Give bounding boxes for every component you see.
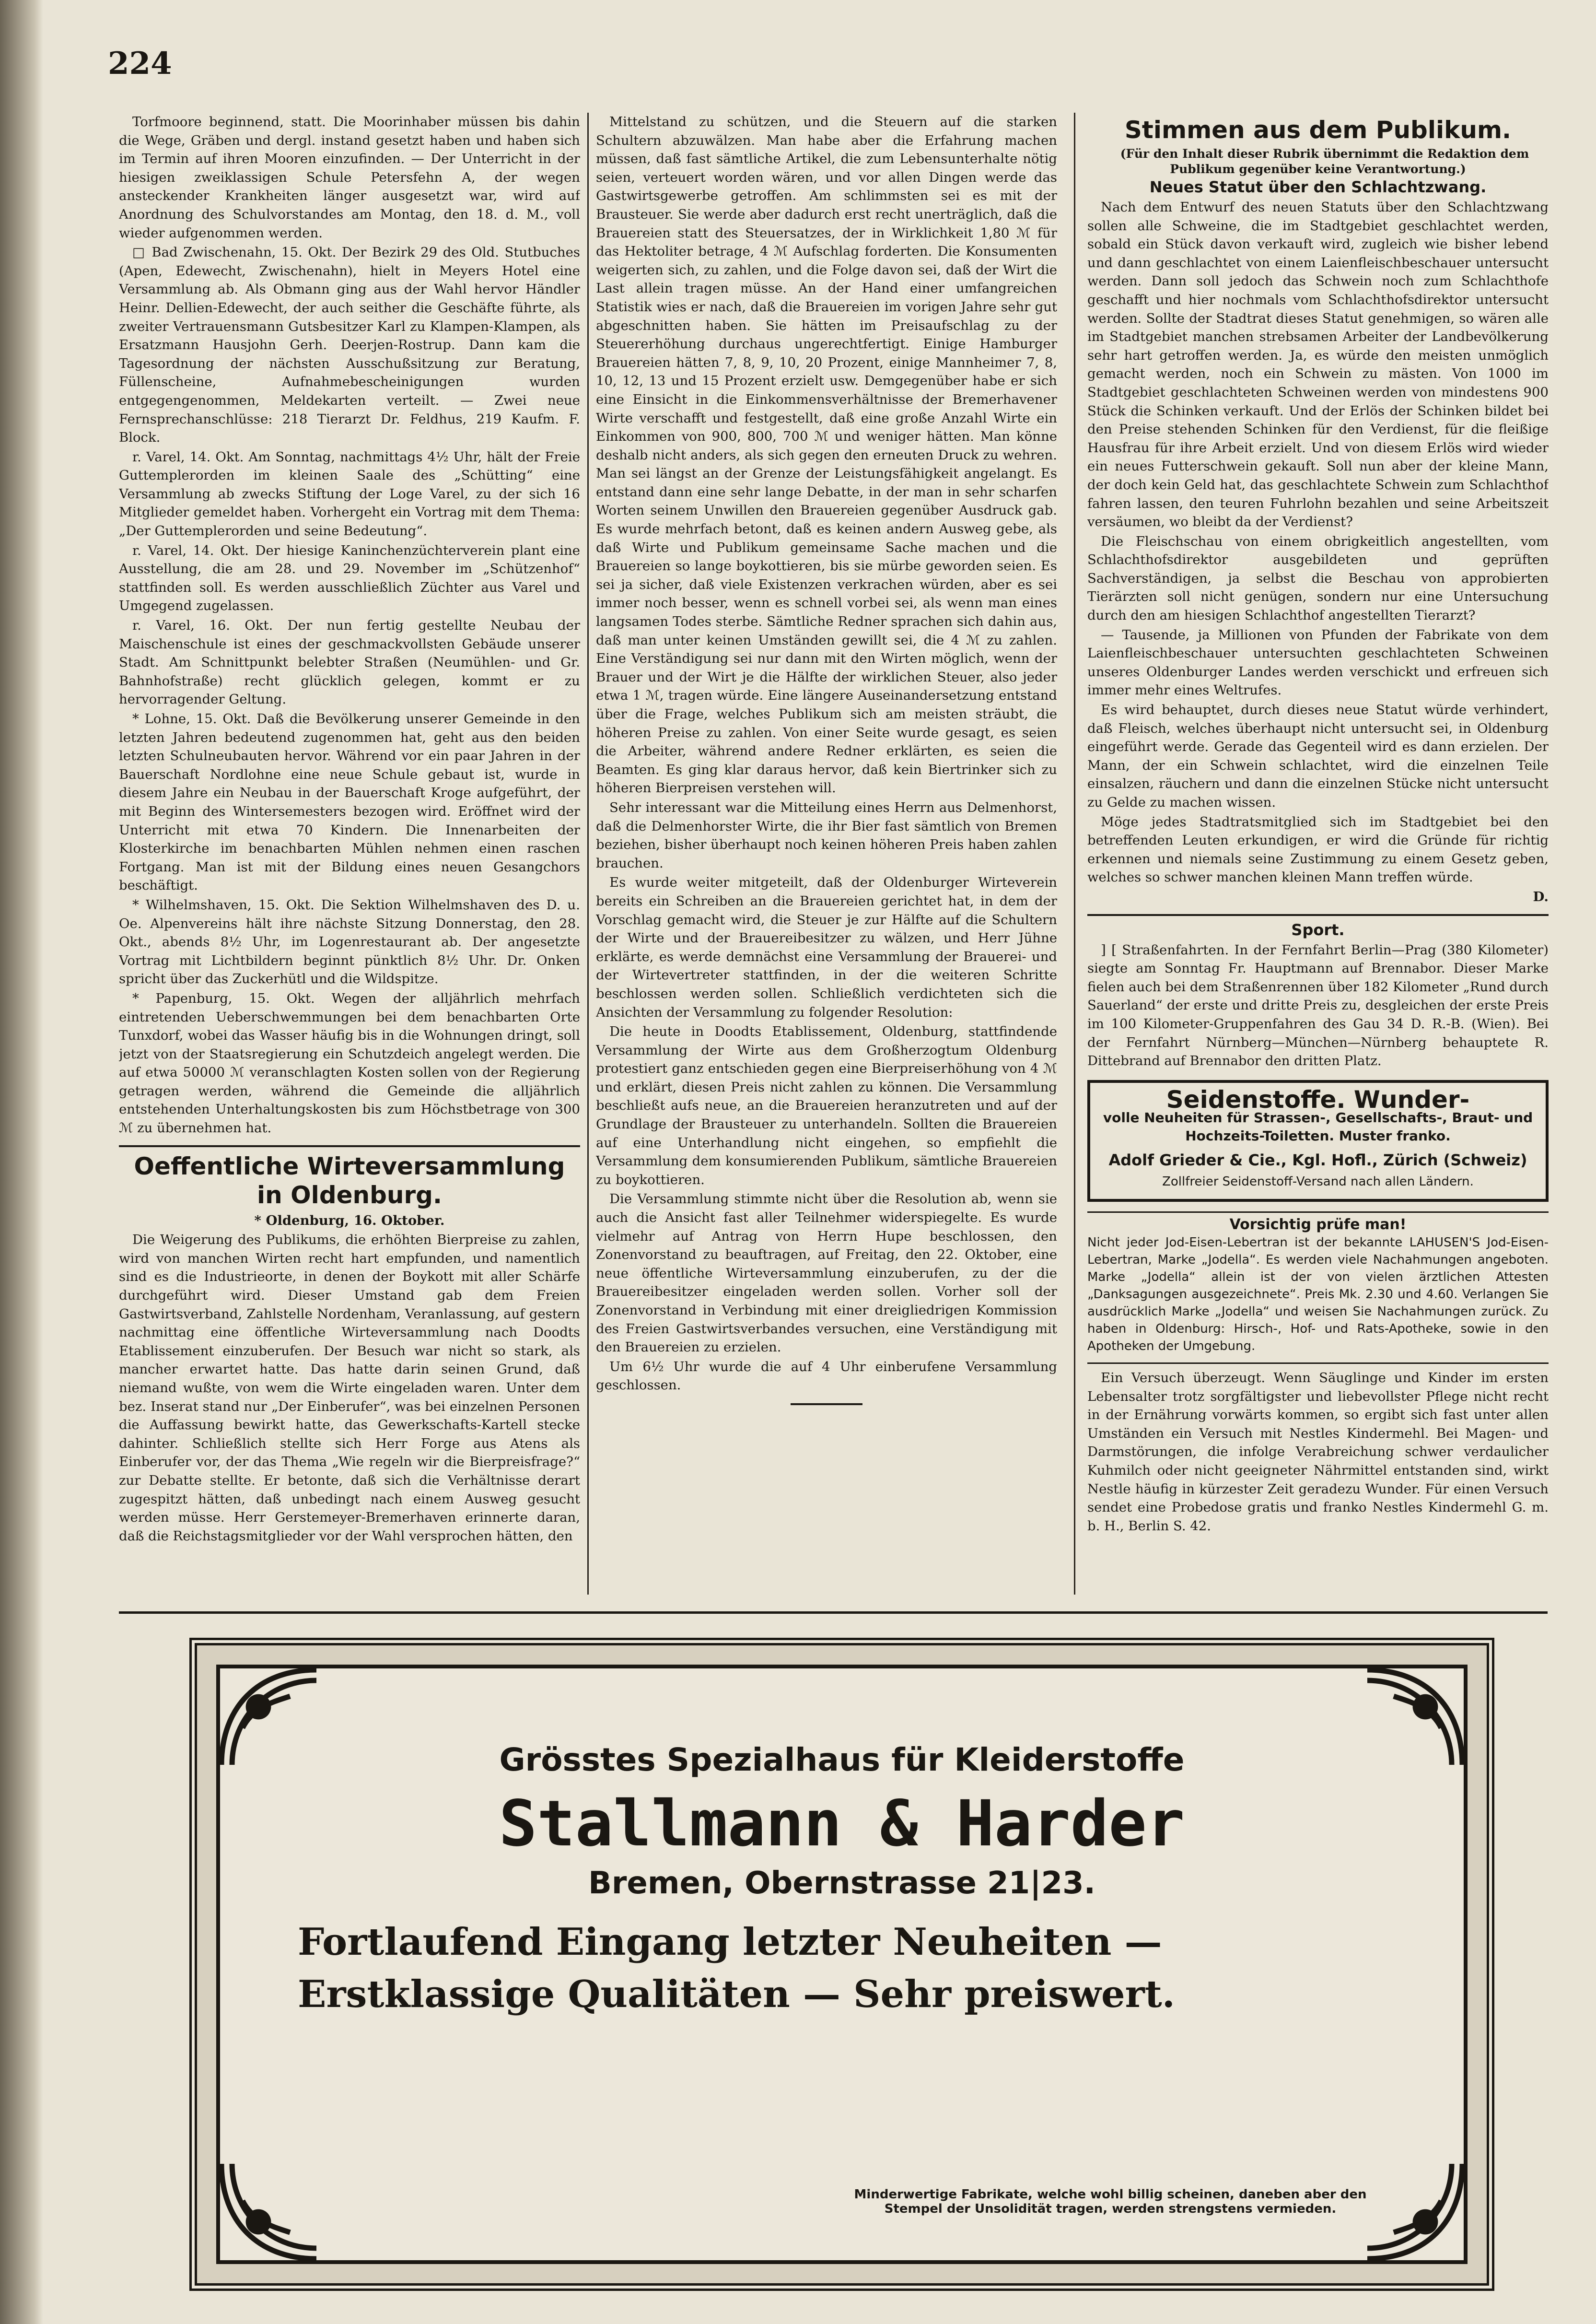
paragraph: Sehr interessant war die Mitteilung eines Herrn aus Delmenhorst, daß die Delmenhorster Wirte, die ihr Bier fast sämtlich von Bremen beziehen, bisher überhaupt noch keinen höheren Preis haben zahlen brauchen. [596,799,1057,871]
ad-company-name: Stallmann & Harder [499,1787,1185,1861]
ad-company: Adolf Grieder & Cie., Kgl. Hofl., Zürich (Schweiz) [1108,1151,1527,1170]
paragraph: * Wilhelmshaven, 15. Okt. Die Sektion Wilhelmshaven des D. u. Oe. Alpenvereins hält ihre nächste Sitzung Donnerstag, den 28. Okt., abends 8½ Uhr, im Logenrestaurant ab. Der angesetzte Vortrag mit Lichtbildern beginnt pünktlich 8½ Uhr. Dr. Onken spricht über das Zuckerhütl und die Wildspitze. [119,897,580,987]
paragraph: Die Weigerung des Publikums, die erhöhten Bierpreise zu zahlen, wird von manchen Wirten recht hart empfunden, und namentlich sind es die Industrieorte, in denen der Boykott mit aller Schärfe durchgeführt wird. Dieser Umstand gab dem Freien Gastwirtsverband, Zahlstelle Nordenham, Veranlassung, auf gestern nachmittag eine öffentliche Wirteversammlung nach Doodts Etablissement einzuberufen. Der Besuch war nicht so stark, als mancher erwartet hatte. Das hatte darin seinen Grund, daß niemand wußte, von wem die Wirte eingeladen waren. Unter dem bez. Inserat stand nur „Der Einberufer“, was bei einzelnen Personen die Auffassung bewirkt hatte, das Gewerkschafts-Kartell stecke dahinter. Schließlich stellte sich Herr Forge aus Atens als Einberufer vor, der das Thema „Wie regeln wir die Bierpreisfrage?“ zur Debatte stellte. Er betonte, daß sich die Verhältnisse derart zugespitzt hätten, daß unbedingt nach einem Ausweg gesucht werden müsse. Herr Gerstemeyer-Bremerhaven erinnerte daran, daß die Reichstagsmitglieder vor der Wahl versprochen hätten, den [119,1232,580,1544]
ad-slogan: Fortlaufend Eingang letzter Neuheiten — [298,1920,1162,1964]
sub-heading: Neues Statut über den Schlachtzwang. [1149,178,1487,196]
section-heading: Stimmen aus dem Publikum. [1124,116,1512,144]
paragraph: * Lohne, 15. Okt. Daß die Bevölkerung unserer Gemeinde in den letzten Jahren bedeutend zugenommen hat, geht aus den beiden letzten Schulneubauten hervor. Während vor ein paar Jahren in der Bauerschaft Nordlohne eine neue Schule gebaut ist, wurde in diesem Jahre ein Neubau in der Bauerschaft Kroge aufgeführt, der mit Beginn des Wintersemesters bezogen wird. Eröffnet wird der Unterricht mit etwa 70 Kindern. Die Innenarbeiten der Klosterkirche im benachbarten Mühlen nehmen einen raschen Fortgang. Man ist mit der Bildung eines neuen Gesangchors beschäftigt. [119,711,580,893]
disclaimer: (Für den Inhalt dieser Rubrik übernimmt die Redaktion dem Publikum gegenüber keine Verantwortung.) [1120,147,1529,176]
paragraph: — Tausende, ja Millionen von Pfunden der Fabrikate von dem Laienfleischbeschauer untersuchten geschlachteten Schweinen unseres Oldenburger Landes werden verschickt und erfreuen sich immer mehr eines Weltrufes. [1087,627,1549,698]
column-1 [119,113,580,1590]
paragraph: r. Varel, 16. Okt. Der nun fertig gestellte Neubau der Maischenschule ist eines der geschmackvollsten Gebäude unserer Stadt. Am Schnittpunkt belebter Straßen (Neumühlen- und Gr. Bahnhofstraße) recht glücklich gelegen, kommt er zu hervorragender Geltung. [119,618,580,707]
sport-heading: Sport. [1291,920,1345,939]
paragraph: ] [ Straßenfahrten. In der Fernfahrt Berlin—Prag (380 Kilometer) siegte am Sonntag Fr. Hauptmann auf Brennabor. Dieser Marke fielen auch bei dem Straßenrennen über 182 Kilometer „Rund durch Sauerland“ der erste und dritte Preis zu, desgleichen der erste Preis im 100 Kilometer-Gruppenfahren des Gau 34 D. R.-B. (Wien). Bei der Fernfahrt Nürnberg—München—Nürnberg behauptete R. Dittebrand auf Brennabor den dritten Platz. [1087,942,1549,1069]
section-divider [1087,914,1549,916]
ad-text: Nicht jeder Jod-Eisen-Lebertran ist der bekannte LAHUSEN'S Jod-Eisen-Lebertran, Marke „Jodella“. Es werden viele Nachahmungen angeboten. Marke „Jodella“ allein ist der von vielen ärztlichen Attesten „Danksagungen ausgezeichnete“. Preis Mk. 2.30 und 4.60. Verlangen Sie ausdrücklich Marke „Jodella“ und weisen Sie Nachahmungen zurück. Zu haben in Oldenburg: Hirsch-, Hof- und Rats-Apotheke, sowie in den Apotheken der Umgebung. [1087,1235,1549,1354]
paragraph: Möge jedes Stadtratsmitglied sich im Stadtgebiet bei den betreffenden Leuten erkundigen, er wird die Gründe für richtig erkennen und niemals seine Zustimmung zu einem Gesetz geben, welches so schwer manchen kleinen Mann treffen würde. [1087,814,1549,885]
paragraph: □ Bad Zwischenahn, 15. Okt. Der Bezirk 29 des Old. Stutbuches (Apen, Edewecht, Zwischenahn), hielt in Meyers Hotel eine Versammlung ab. Als Obmann ging aus der Wahl hervor Händler Heinr. Dellien-Edewecht, der auch seither die Geschäfte führte, als zweiter Vertrauensmann Gutsbesitzer Karl zu Klampen-Klampen, als Ersatzmann Hausjohn Gerh. Deerjen-Rostrup. Dann kam die Tagesordnung der nächsten Ausschußsitzung zur Beratung, Füllenscheine, Aufnahmebescheinigungen wurden entgegengenommen, Meldekarten verteilt. — Zwei neue Fernsprechanschlüsse: 218 Tierarzt Dr. Feldhus, 219 Kaufm. F. Block. [119,245,580,446]
paragraph: Es wurde weiter mitgeteilt, daß der Oldenburger Wirteverein bereits ein Schreiben an die Brauereien gerichtet hat, in dem der Vorschlag gemacht wird, die Steuer je zur Hälfte auf die Schultern der Wirte und der Brauereibesitzer zu wälzen, und Herr Jühne erklärte, es werde demnächst eine Versammlung der Brauerei- und der Wirtevertreter stattfinden, in der die weiteren Schritte beschlossen werden sollen. Schließlich verdichteten sich die Ansichten der Versammlung zu folgender Resolution: [596,875,1057,1020]
paragraph: Die Fleischschau von einem obrigkeitlich angestellten, vom Schlachthofsdirektor ausgebildeten und geprüften Sachverständigen, ja selbst die Beschau von approbierten Tierärzten soll nicht genügen, sondern nur eine Untersuchung durch den am hiesigen Schlachthof angestellten Tierarzt? [1087,533,1549,623]
nestle-advertisement: Ein Versuch überzeugt. Wenn Säuglinge und Kinder im ersten Lebensalter trotz sorgfältigster und liebevollster Pflege nicht recht in der Ernährung vorwärts kommen, so ergibt sich fast unter allen Umständen ein Versuch mit Nestles Kindermehl. Bei Magen- und Darmstörungen, die infolge Verabreichung schwer verdaulicher Kuhmilch oder nicht geeigneter Nährmittel entstanden sind, wirkt Nestle häufig in kürzester Zeit geradezu Wunder. Für einen Versuch sendet eine Probedose gratis und franko Nestles Kindermehl G. m. b. H., Berlin S. 42. [1087,1370,1549,1534]
paragraph: Die Versammlung stimmte nicht über die Resolution ab, wenn sie auch die Ansicht fast aller Teilnehmer widerspiegelte. Es wurde vielmehr auf Antrag von Herrn Hupe beschlossen, den Zonenvorstand zu beauftragen, auf Freitag, den 22. Oktober, eine neue öffentliche Wirteversammlung einzuberufen, zu der die Brauereibesitzer eingeladen werden sollen. Vorher soll der Zonenvorstand in Verbindung mit einer dreigliedrigen Kommission des Freien Gastwirtsverbandes versuchen, eine Verständigung mit den Brauereien zu erzielen. [596,1191,1057,1355]
paragraph: * Papenburg, 15. Okt. Wegen der alljährlich mehrfach eintretenden Ueberschwemmungen bei dem benachbarten Orte Tunxdorf, wobei das Wasser häufig bis in die Wohnungen dringt, soll jetzt von der Staatsregierung ein Schutzdeich angelegt werden. Die auf etwa 50000 ℳ veranschlagten Kosten sollen von der Regierung getragen werden, während die Gemeinde die alljährlich entstehenden Unterhaltungskosten bis zum Höchstbetrage von 300 ℳ zu übernehmen hat. [119,990,580,1136]
ad-content [269,1741,1415,2016]
paragraph: r. Varel, 14. Okt. Am Sonntag, nachmittags 4½ Uhr, hält der Freie Guttemplerorden im kleinen Saale des „Schütting“ eine Versammlung ab zwecks Stiftung der Loge Varel, zu der sich 16 Mitglieder gemeldet haben. Vorhergeht ein Vortrag mit dem Thema: „Der Guttemplerorden und seine Bedeutung“. [119,449,580,539]
column-3 [1087,113,1549,1599]
signature: D. [1533,889,1549,904]
ad-text: volle Neuheiten für Strassen-, Gesellschafts-, Braut- und Hochzeits-Toiletten. Muster franko. [1103,1110,1533,1144]
paragraph: Die heute in Doodts Etablissement, Oldenburg, stattfindende Versammlung der Wirte aus dem Großherzogtum Oldenburg protestiert ganz entschieden gegen eine Bierpreiserhöhung von 4 ℳ und erklärt, diesen Preis nicht zahlen zu können. Die Versammlung beschließt aufs neue, an die Brauereien heranzutreten und auf der Grundlage der Brausteuer zu unterhandeln. Sollten die Brauereien auf eine Unterhandlung nicht eingehen, so empfiehlt die Versammlung dem konsumierenden Publikum, sämtliche Brauereien zu boykottieren. [596,1024,1057,1187]
column-2 [596,113,1057,1590]
ad-title: Seidenstoffe. Wunder- [1166,1085,1470,1114]
ad-tagline: Grösstes Spezialhaus für Kleiderstoffe [499,1741,1185,1778]
paragraph: Um 6½ Uhr wurde die auf 4 Uhr einberufene Versammlung geschlossen. [596,1359,1057,1393]
ad-address: Bremen, Obernstrasse 21|23. [588,1866,1095,1901]
paragraph: Es wird behauptet, durch dieses neue Statut würde verhindert, daß Fleisch, welches überhaupt nicht untersucht sei, in Oldenburg eingeführt werde. Gerade das Gegenteil wird es dann erzielen. Der Mann, der ein Schwein schlachtet, wird die einzelnen Teile einsalzen, räuchern und dann die einzelnen Stücke nicht untersucht zu Gelde zu machen wissen. [1087,702,1549,810]
dateline: * Oldenburg, 16. Oktober. [254,1212,445,1228]
ornament-icon [216,2159,322,2264]
section-divider [119,1145,580,1147]
bottom-rule [119,1611,1548,1614]
page-number: 224 [108,46,172,82]
paragraph: r. Varel, 14. Okt. Der hiesige Kaninchenzüchterverein plant eine Ausstellung, die am 28. und 29. November im „Schützenhof“ stattfinden soll. Es werden ausschließlich Züchter aus Varel und Umgegend zugelassen. [119,542,580,614]
ad-footer: Zollfreier Seidenstoff-Versand nach allen Ländern. [1162,1174,1474,1189]
end-mark [791,1403,862,1405]
book-binding-edge [0,0,43,2324]
lahusen-advertisement [1087,1211,1549,1355]
stallmann-harder-advertisement [189,1638,1494,2291]
section-divider [1087,1362,1549,1364]
ad-disclaimer: Minderwertige Fabrikate, welche wohl billig scheinen, daneben aber den Stempel der Unsolidität tragen, werden strengstens vermieden. [854,2187,1367,2216]
ad-title: Vorsichtig prüfe man! [1229,1216,1407,1233]
paragraph: Torfmoore beginnend, statt. Die Moorinhaber müssen bis dahin die Wege, Gräben und dergl. instand gesetzt haben und haben sich im Termin auf ihren Mooren einzufinden. — Der Unterricht in der hiesigen zweiklassigen Schule Petersfehn A, der wegen ansteckender Krankheiten länger ausgesetzt war, wird auf Anordnung des Schulvorstandes am Montag, den 18. d. M., voll wieder aufgenommen werden. [119,114,580,241]
silk-advertisement [1087,1080,1549,1202]
paragraph: Nach dem Entwurf des neuen Statuts über den Schlachtzwang sollen alle Schweine, die im Stadtgebiet geschlachtet werden, sobald ein Stück davon verkauft wird, zugleich wie bisher lebend und dann geschlachtet von einem Laienfleischbeschauer untersucht werden. Dann soll jedoch das Schwein noch zum Schlachthofe geschafft und hier nochmals vom Schlachthofsdirektor untersucht werden. Sollte der Stadtrat dieses Statut genehmigen, so wären alle im Stadtgebiet manchen strebsamen Arbeiter der Landbevölkerung sehr hart getroffen werden. Ja, es würde den meisten unmöglich gemacht werden, noch ein Schwein zu mästen. Von 1000 im Stadtgebiet geschlachteten Schweinen werden von mindestens 900 Stück die Schinken verkauft. Und der Erlös der Schinken bildet bei den Preise stehenden Schinken für den Verdienst, für die fleißige Hausfrau für ihre Arbeit erzielt. Und von diesem Erlös wird wieder ein neues Futterschwein gekauft. Soll nun aber der kleine Mann, der doch kein Geld hat, das geschlachtete Schwein zum Schlachthof fahren lassen, den teuren Fuhrlohn bezahlen und seine Arbeitszeit versäumen, wo bleibt da der Verdienst? [1087,200,1549,530]
paragraph: Mittelstand zu schützen, und die Steuern auf die starken Schultern abzuwälzen. Man habe aber die Erfahrung machen müssen, daß fast sämtliche Artikel, die zum Lebensunterhalte nötig seien, verteuert worden wären, und vor allen Dingen werde das Gastwirtsgewerbe getroffen. Am schlimmsten sei es mit der Brausteuer. Sie werde aber dadurch erst recht unerträglich, daß die Brauereien statt des Steuersatzes, der in Wirklichkeit 1,80 ℳ für das Hektoliter betrage, 4 ℳ Aufschlag forderten. Die Konsumenten weigerten sich, zu zahlen, und die Folge davon sei, daß der Wirt die Last allein tragen müsse. An der Hand einer umfangreichen Statistik wies er nach, daß die Brauereien im vorigen Jahre sehr gut abgeschnitten haben. Sie hätten im Preisaufschlag zu der Steuererhöhung durchaus ungerechtfertigt. Einige Hamburger Brauereien hätten 7, 8, 9, 10, 20 Prozent, einige Mannheimer 7, 8, 10, 12, 13 und 15 Prozent erzielt usw. Demgegenüber habe er sich eine Einsicht in die Einkommensverhältnisse der Bremerhavener Wirte verschafft und festgestellt, daß eine große Anzahl Wirte ein Einkommen von 900, 800, 700 ℳ und weniger hätten. Man könne deshalb nicht anders, als sich gegen den erneuten Druck zu wehren. Man sei längst an der Grenze der Leistungsfähigkeit angelangt. Es entstand dann eine sehr lange Debatte, in der man in sehr scharfen Worten seinem Unwillen den Brauereien gegenüber Ausdruck gab. Es wurde mehrfach betont, daß es keinen andern Ausweg gebe, als daß Wirte und Publikum gemeinsame Sache machen und die Brauereien so lange boykottieren, bis sie mürbe geworden seien. Es sei ja sicher, daß viele Existenzen verkrachen würden, aber es sei immer noch besser, wenn es schnell vorbei sei, als wenn man eines langsamen Todes sterbe. Sämtliche Redner sprachen sich dahin aus, daß man unter keinen Umständen gewillt sei, die 4 ℳ zu zahlen. Eine Verständigung sei nur dann mit den Wirten möglich, wenn der Brauer und der Wirt je die Hälfte der wirklichen Steuer, also jeder etwa 1 ℳ, tragen würde. Eine längere Auseinandersetzung entstand über die Frage, welches Publikum sich am meisten sträubt, die höheren Preise zu zahlen. Von einer Seite wurde gesagt, es seien die Arbeiter, während andere Redner erklärten, es seien die Beamten. Es ging klar daraus hervor, daß kein Biertrinker sich zu höheren Bierpreisen verstehen will. [596,114,1057,796]
column-rule [1074,113,1075,1595]
ad-slogan: Erstklassige Qualitäten — Sehr preiswert. [298,1972,1175,2016]
article-heading: Oeffentliche Wirteversammlung in Oldenburg. [134,1152,565,1209]
column-rule [587,113,589,1595]
